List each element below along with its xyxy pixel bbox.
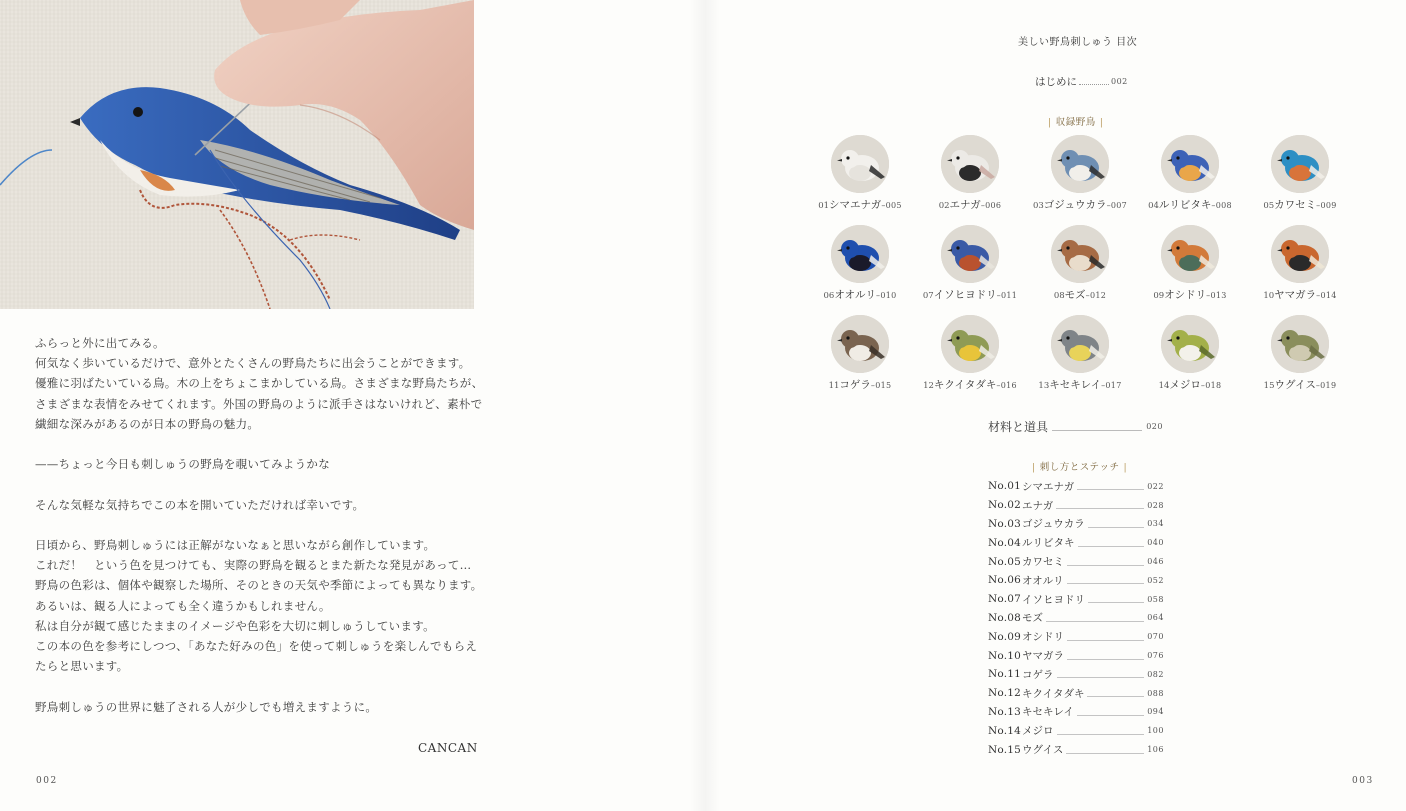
stitch-bird-name: コゲラ [1022, 668, 1054, 681]
bird-number: 13 [1038, 381, 1050, 391]
stitch-page: 100 [1147, 726, 1164, 736]
toc-stitch-entry[interactable] [988, 627, 1164, 646]
stitch-bird-name: オシドリ [1022, 631, 1064, 644]
bird-number: 12 [923, 381, 934, 391]
toc-bird-05[interactable] [1245, 135, 1355, 212]
bird-page: –016 [996, 381, 1017, 390]
toc-stitch-entry[interactable] [988, 571, 1164, 590]
toc-bird-04[interactable] [1135, 135, 1245, 212]
stitch-page: 088 [1147, 688, 1164, 698]
bird-thumbnail [831, 225, 889, 283]
stitch-number: No.02 [988, 499, 1022, 512]
stitch-page: 022 [1147, 481, 1164, 491]
bird-page: –007 [1106, 201, 1128, 210]
stitch-page: 076 [1147, 651, 1164, 661]
bird-page: –013 [1206, 291, 1227, 300]
stitch-bird-name: ヤマガラ [1022, 650, 1064, 663]
dotted-leader [1079, 78, 1109, 85]
bird-page: –019 [1315, 381, 1337, 390]
bird-name: エナガ [949, 199, 981, 211]
bird-name: シマエナガ [829, 199, 882, 211]
stitch-number: No.06 [988, 574, 1022, 587]
intro-line [35, 474, 485, 494]
leader-line [1067, 652, 1144, 660]
toc-stitch-entry[interactable] [988, 703, 1164, 722]
leader-line [1087, 689, 1144, 697]
bird-embroidery-icon [831, 225, 889, 283]
toc-bird-10[interactable] [1245, 225, 1355, 302]
bird-page: –009 [1316, 201, 1337, 210]
toc-stitch-entry[interactable] [988, 590, 1164, 609]
intro-line: ——ちょっと今日も刺しゅうの野鳥を覗いてみようかな [35, 457, 330, 472]
bird-number: 10 [1263, 291, 1275, 301]
bird-thumbnail [1161, 135, 1219, 193]
intro-line: たらと思います。 [35, 659, 129, 674]
intro-line [35, 515, 485, 535]
bird-page: –008 [1211, 201, 1232, 210]
intro-line: 繊細な深みがあるのが日本の野鳥の魅力。 [35, 416, 260, 431]
intro-line: この本の色を参考にしつつ、「あなた好みの色」を使って刺しゅうを楽しんでもらえ [35, 639, 478, 653]
stitch-page: 106 [1147, 745, 1164, 755]
bird-name: ゴジュウカラ [1043, 199, 1107, 211]
section-label-birds: | 収録野鳥 | [1048, 117, 1104, 128]
bird-number: 09 [1153, 291, 1165, 301]
bird-name: オシドリ [1164, 289, 1207, 301]
leader-line [1067, 558, 1144, 566]
page-number-left: 002 [36, 776, 58, 786]
embroidery-photo [0, 0, 474, 309]
intro-line: 優雅に羽ばたいている鳥。木の上をちょこまかしている鳥。さまざまな野鳥たちが、 [35, 376, 484, 391]
leader-line [1077, 708, 1144, 716]
bird-name: オオルリ [834, 289, 877, 301]
leader-line [1056, 501, 1144, 509]
stitch-bird-name: カワセミ [1022, 556, 1064, 569]
toc-stitch-entry[interactable] [988, 684, 1164, 703]
bird-embroidery-icon [1271, 135, 1329, 193]
bird-name: イソヒヨドリ [933, 289, 997, 301]
stitch-number: No.11 [988, 668, 1022, 681]
intro-line: 野鳥刺しゅうの世界に魅了される人が少しでも増えますように。 [35, 699, 378, 714]
intro-line: 私は自分が観て感じたままのイメージや色彩を大切に刺しゅうしています。 [35, 618, 435, 633]
bird-thumbnail [1271, 225, 1329, 283]
bird-name: ヤマガラ [1274, 289, 1317, 301]
stitch-bird-name: シマエナガ [1022, 480, 1075, 493]
leader-line [1057, 670, 1145, 678]
bird-embroidery-icon [1271, 315, 1329, 373]
bird-embroidery-icon [1051, 225, 1109, 283]
bird-thumbnail [941, 225, 999, 283]
toc-stitch-entry[interactable] [988, 533, 1164, 552]
bird-name: ルリビタキ [1158, 199, 1212, 211]
toc-bird-15[interactable] [1245, 315, 1355, 392]
intro-line: ふらっと外に出てみる。 [35, 336, 165, 350]
bird-caption [1025, 377, 1135, 392]
bird-page: –006 [980, 201, 1002, 210]
toc-stitch-entry[interactable] [988, 646, 1164, 665]
stitch-number: No.13 [988, 705, 1022, 718]
bird-embroidery-icon [941, 225, 999, 283]
bird-number: 14 [1158, 381, 1170, 391]
toc-stitch-entry[interactable] [988, 496, 1164, 515]
leader-line [1057, 727, 1145, 735]
bird-number: 02 [938, 201, 950, 211]
bird-caption [1245, 377, 1355, 392]
bird-number: 15 [1263, 381, 1275, 391]
stitch-number: No.15 [988, 743, 1022, 756]
stitch-number: No.08 [988, 611, 1022, 624]
bird-embroidery-icon [1051, 315, 1109, 373]
stitch-page: 070 [1147, 632, 1164, 642]
intro-line: そんな気軽な気持ちでこの本を開いていただければ幸いです。 [35, 497, 365, 512]
section-label-stitches: | 刺し方とステッチ | [1032, 462, 1128, 473]
bird-page: –015 [870, 381, 892, 390]
stitch-bird-name: エナガ [1022, 499, 1054, 512]
leader-line [1046, 614, 1144, 622]
leader-line [1088, 520, 1144, 528]
bird-caption [915, 377, 1025, 392]
toc-stitch-entry[interactable] [988, 552, 1164, 571]
intro-line: 野鳥の色彩は、個体や観察した場所、そのときの天気や季節によっても異なります。 [35, 578, 483, 593]
stitch-bird-name: ウグイス [1022, 744, 1064, 757]
bird-caption [1135, 197, 1245, 212]
toc-stitch-entry[interactable] [988, 609, 1164, 628]
stitch-page: 064 [1147, 613, 1164, 623]
toc-stitch-entry[interactable] [988, 740, 1164, 759]
toc-bird-14[interactable] [1135, 315, 1245, 392]
stitch-number: No.05 [988, 555, 1022, 568]
leader-line [1088, 595, 1144, 603]
bird-page: –018 [1200, 381, 1222, 390]
leader-line [1066, 746, 1144, 754]
author-signature: CANCAN [418, 741, 478, 755]
bird-page: –017 [1101, 381, 1122, 390]
bird-thumbnail [1051, 135, 1109, 193]
bird-embroidery-icon [1271, 225, 1329, 283]
stitch-page: 052 [1147, 575, 1164, 585]
toc-entry-label: はじめに [1035, 76, 1077, 88]
leader-line [1078, 539, 1145, 547]
stitch-bird-name: モズ [1022, 612, 1043, 625]
bird-embroidery-icon [941, 315, 999, 373]
bird-grid [805, 135, 1355, 395]
bird-page: –010 [876, 291, 897, 300]
bird-name: ウグイス [1274, 379, 1316, 391]
intro-line: 何気なく歩いているだけで、意外とたくさんの野鳥たちに出会うことができます。 [35, 356, 471, 371]
stitch-bird-name: ゴジュウカラ [1022, 518, 1085, 531]
toc-bird-01[interactable] [805, 135, 915, 212]
stitch-page: 040 [1147, 538, 1164, 548]
bird-number: 11 [828, 381, 840, 391]
toc-stitch-entry[interactable] [988, 515, 1164, 534]
page-number-right: 003 [1352, 776, 1374, 786]
bird-caption [915, 287, 1025, 302]
stitch-page: 082 [1147, 669, 1164, 679]
book-gutter [690, 0, 720, 811]
stitch-page: 046 [1147, 557, 1164, 567]
bird-number: 05 [1263, 201, 1275, 211]
bird-thumbnail [1271, 135, 1329, 193]
stitch-number: No.12 [988, 687, 1022, 700]
bird-thumbnail [1271, 315, 1329, 373]
bird-caption [1025, 287, 1135, 302]
intro-line: 日頃から、野鳥刺しゅうには正解がないなぁと思いながら創作しています。 [35, 537, 436, 552]
bird-thumbnail [941, 315, 999, 373]
stitch-list [988, 477, 1164, 759]
toc-entry-page: 020 [1146, 422, 1163, 431]
leader-line [1067, 633, 1144, 641]
toc-entry-label: 材料と道具 [988, 420, 1049, 434]
bird-caption [1245, 197, 1355, 212]
stitch-bird-name: キセキレイ [1022, 706, 1074, 719]
leader-line [1067, 576, 1145, 584]
bird-embroidery-icon [1161, 135, 1219, 193]
bird-name: モズ [1064, 289, 1086, 301]
stitch-bird-name: ルリビタキ [1022, 537, 1075, 550]
intro-line: あるいは、観る人によっても全く違うかもしれません。 [35, 598, 331, 613]
bird-embroidery-icon [941, 135, 999, 193]
toc-bird-12[interactable] [915, 315, 1025, 392]
intro-line: これだ！ という色を見つけても、実際の野鳥を観るとまた新たな発見があって… [35, 558, 472, 573]
stitch-number: No.01 [988, 480, 1022, 493]
stitch-page: 094 [1147, 707, 1164, 717]
bird-embroidery-icon [1051, 135, 1109, 193]
bird-page: –012 [1085, 291, 1107, 300]
bird-name: キセキレイ [1049, 379, 1102, 391]
bird-number: 03 [1032, 201, 1044, 211]
bird-thumbnail [831, 135, 889, 193]
bird-thumbnail [941, 135, 999, 193]
bird-name: キクイタダキ [933, 379, 997, 391]
bird-embroidery-icon [831, 135, 889, 193]
bird-page: –014 [1316, 291, 1337, 300]
toc-entry-page: 002 [1111, 77, 1128, 86]
bird-name: メジロ [1169, 379, 1201, 391]
stitch-bird-name: キクイタダキ [1022, 687, 1085, 700]
stitch-number: No.14 [988, 724, 1022, 737]
stitch-bird-name: イソヒヨドリ [1022, 593, 1085, 606]
leader-line [1052, 423, 1142, 431]
bird-number: 01 [818, 201, 830, 211]
bird-page: –005 [881, 201, 902, 210]
bird-thumbnail [1051, 225, 1109, 283]
stitch-number: No.03 [988, 517, 1022, 530]
bird-caption [1025, 197, 1135, 212]
bird-caption [1135, 287, 1245, 302]
bird-page: –011 [996, 291, 1018, 300]
toc-bird-11[interactable] [805, 315, 915, 392]
stitch-number: No.09 [988, 630, 1022, 643]
toc-stitch-entry[interactable] [988, 721, 1164, 740]
bird-caption [805, 287, 915, 302]
stitch-page: 058 [1147, 594, 1164, 604]
bird-caption [805, 197, 915, 212]
bird-thumbnail [1161, 315, 1219, 373]
intro-line [35, 434, 485, 454]
stitch-number: No.04 [988, 536, 1022, 549]
bird-name: カワセミ [1274, 199, 1317, 211]
stitch-number: No.07 [988, 593, 1022, 606]
bird-embroidery-icon [831, 315, 889, 373]
toc-entry-introduction[interactable] [1035, 74, 1128, 89]
stitch-page: 028 [1147, 500, 1164, 510]
intro-text [35, 333, 485, 717]
toc-bird-07[interactable] [915, 225, 1025, 302]
toc-bird-08[interactable] [1025, 225, 1135, 302]
bird-caption [915, 197, 1025, 212]
intro-line [35, 676, 485, 696]
bird-embroidery-icon [1161, 315, 1219, 373]
bird-thumbnail [1161, 225, 1219, 283]
toc-stitch-entry[interactable] [988, 477, 1164, 496]
toc-entry-tools[interactable] [988, 418, 1163, 435]
bird-number: 08 [1053, 291, 1065, 301]
toc-bird-13[interactable] [1025, 315, 1135, 392]
bird-caption [805, 377, 915, 392]
bird-number: 04 [1148, 201, 1159, 211]
leader-line [1077, 482, 1144, 490]
toc-bird-09[interactable] [1135, 225, 1245, 302]
stitch-bird-name: メジロ [1022, 725, 1054, 738]
toc-bird-03[interactable] [1025, 135, 1135, 212]
bird-thumbnail [831, 315, 889, 373]
stitch-bird-name: オオルリ [1022, 574, 1064, 587]
intro-line: さまざまな表情をみせてくれます。外国の野鳥のように派手さはないけれど、素朴で [35, 396, 483, 411]
toc-stitch-entry[interactable] [988, 665, 1164, 684]
bird-caption [1135, 377, 1245, 392]
bird-name: コゲラ [839, 379, 871, 391]
embroidery-bird-illustration [0, 0, 474, 309]
toc-bird-02[interactable] [915, 135, 1025, 212]
bird-embroidery-icon [1161, 225, 1219, 283]
stitch-number: No.10 [988, 649, 1022, 662]
toc-bird-06[interactable] [805, 225, 915, 302]
toc-title: 美しい野鳥刺しゅう 目次 [1018, 37, 1138, 48]
stitch-page: 034 [1147, 519, 1164, 529]
bird-thumbnail [1051, 315, 1109, 373]
bird-number: 07 [922, 291, 934, 301]
bird-number: 06 [823, 291, 835, 301]
bird-caption [1245, 287, 1355, 302]
